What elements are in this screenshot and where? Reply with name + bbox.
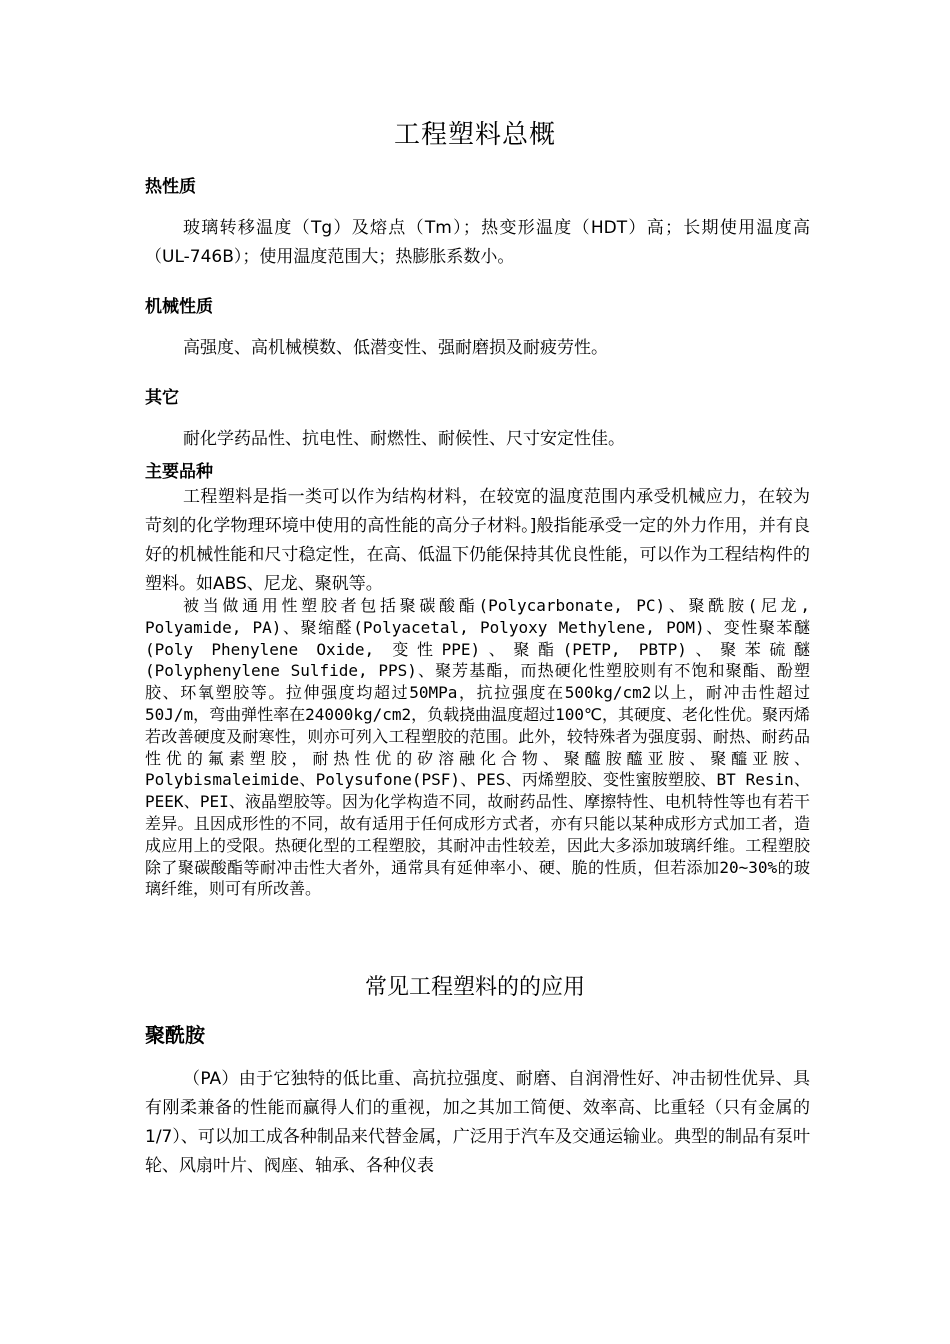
- applications-title: 常见工程塑料的的应用: [364, 975, 585, 1000]
- section-heading-mechanical: 机械性质: [145, 297, 213, 317]
- section-text-varieties-intro: 工程塑料是指一类可以作为结构材料，在较宽的温度范围内承受机械应力，在较为苛刻的化学物理环境中使用的高性能的高分子材料。]般指能承受一定的外力作用，并有良好的机械性能和尺寸稳定性，在高、低温下仍能保持其优良性能，可以作为工程结构件的塑料。如ABS、尼龙、聚矾等。: [145, 487, 810, 594]
- section-text-varieties-detail: 被当做通用性塑胶者包括聚碳酸酯(Polycarbonate, PC)、聚酰胺(尼龙, Polyamide, PA)、聚缩醛(Polyacetal, Polyoxy Methylene, POM)、变性聚苯醚(Poly Phenylene Oxide, 变性PPE)、聚酯(PETP, PBTP)、聚苯硫醚(Polyphenylene Sulfide, PPS)、聚芳基酯，而热硬化性塑胶则有不饱和聚酯、酚塑胶、环氧塑胶等。拉伸强度均超过50MPa，抗拉强度在500kg/cm2以上，耐冲击性超过50J/m，弯曲弹性率在24000kg/cm2，负载挠曲温度超过100℃，其硬度、老化性优。聚丙烯若改善硬度及耐寒性，则亦可列入工程塑胶的范围。此外，较特殊者为强度弱、耐热、耐药品性优的氟素塑胶，耐热性优的矽溶融化合物、聚醯胺醯亚胺、聚醯亚胺、Polybismaleimide、Polysufone(PSF)、PES、丙烯塑胶、变性蜜胺塑胶、BT Resin、PEEK、PEI、液晶塑胶等。因为化学构造不同，故耐药品性、摩擦特性、电机特性等也有若干差异。且因成形性的不同，故有适用于任何成形方式者，亦有只能以某种成形方式加工者，造成应用上的受限。热硬化型的工程塑胶，其耐冲击性较差，因此大多添加玻璃纤维。工程塑胶除了聚碳酸酯等耐冲击性大者外，通常具有延伸率小、硬、脆的性质，但若添加20~30%的玻璃纤维，则可有所改善。: [145, 596, 810, 899]
- section-text-other: 耐化学药品性、抗电性、耐燃性、耐候性、尺寸安定性佳。: [183, 429, 625, 449]
- polyamide-heading: 聚酰胺: [145, 1023, 205, 1047]
- section-text-thermal: 玻璃转移温度（Tg）及熔点（Tm）；热变形温度（HDT）高；长期使用温度高（UL-746B）；使用温度范围大；热膨胀系数小。: [145, 218, 810, 267]
- section-text-mechanical: 高强度、高机械模数、低潜变性、强耐磨损及耐疲劳性。: [183, 338, 608, 358]
- page-title: 工程塑料总概: [393, 120, 556, 150]
- section-heading-other: 其它: [145, 388, 179, 408]
- section-heading-thermal: 热性质: [145, 177, 196, 197]
- section-heading-varieties: 主要品种: [145, 462, 213, 482]
- polyamide-text: （PA）由于它独特的低比重、高抗拉强度、耐磨、自润滑性好、冲击韧性优异、具有刚柔兼备的性能而赢得人们的重视，加之其加工简便、效率高、比重轻（只有金属的1/7）、可以加工成各种制品来代替金属，广泛用于汽车及交通运输业。典型的制品有泵叶轮、风扇叶片、阀座、轴承、各种仪表: [145, 1069, 810, 1176]
